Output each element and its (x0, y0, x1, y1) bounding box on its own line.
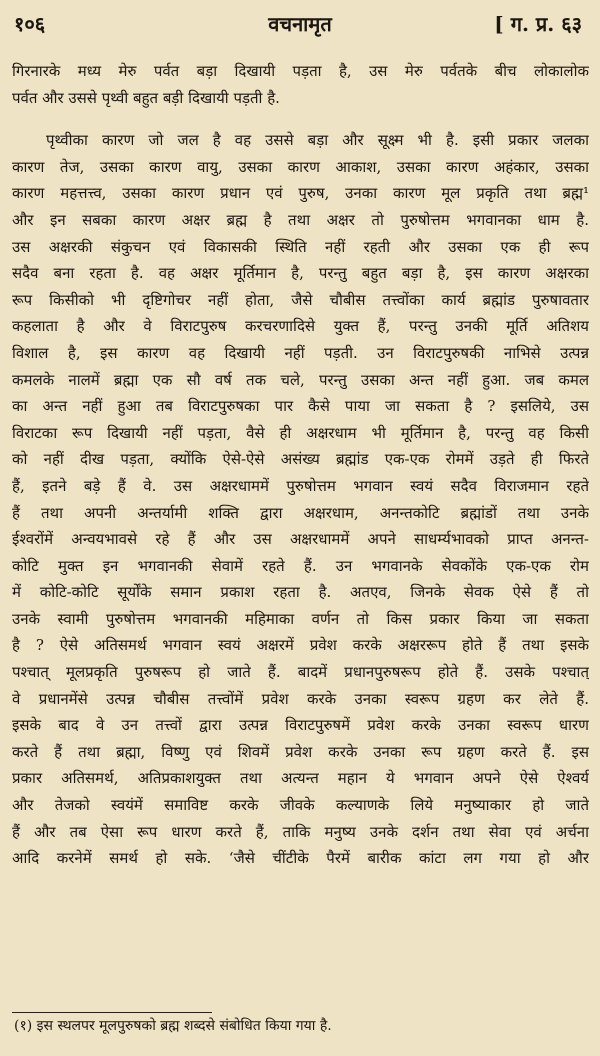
text-line: हैं तथा अपनी अन्तर्यामी शक्ति द्वारा अक्षरधाम, अनन्तकोटि ब्रह्मांडों तथा उनके (12, 503, 589, 522)
text-line: वे प्रधानमेंसे उत्पन्न चौबीस तत्त्वोंमें प्रवेश करके उनका स्वरूप ग्रहण कर लेते हैं. (12, 689, 589, 708)
page-number: १०६ (14, 12, 46, 36)
text-line: को नहीं दीख पड़ता, क्योंकि ऐसे-ऐसे असंख्य ब्रह्मांड एक-एक रोममें उड़ते ही फिरते (12, 450, 589, 469)
text-line: इसके बाद वे उन तत्त्वों द्वारा उत्पन्न विराटपुरुषमें प्रवेश करके उनका स्वरूप धारण (12, 716, 589, 735)
section-reference: [ ग. प्र. ६३ (494, 12, 582, 36)
text-line: पर्वत और उससे पृथ्वी बहुत बड़ी दिखायी पड़ती है. (12, 88, 280, 107)
text-line: करते हैं तथा ब्रह्मा, विष्णु एवं शिवमें प्रवेश करके उनका रूप ग्रहण करते हैं. इस (12, 742, 589, 761)
text-line: उस अक्षरकी संकुचन एवं विकासकी स्थिति नहीं रहती और उसका एक ही रूप (12, 237, 589, 256)
text-line: प्रकार अतिसमर्थ, अतिप्रकाशयुक्त तथा अत्यन्त महान ये भगवान अपने ऐसे ऐश्वर्य (12, 769, 589, 788)
body-text (12, 58, 589, 872)
text-line: विशाल है, इस कारण वह दिखायी नहीं पड़ती. उन विराटपुरुषकी नाभिसे उत्पन्न (12, 343, 589, 362)
text-line: का अन्त नहीं हुआ तब विराटपुरुषका पार कैसे पाया जा सकता है ? इसलिये, उस (12, 397, 589, 416)
text-line: सदैव बना रहता है. वह अक्षर मूर्तिमान है, परन्तु बहुत बड़ा है, इस कारण अक्षरका (12, 264, 589, 283)
text-line: विराटका रूप दिखायी नहीं पड़ता, वैसे ही अक्षरधाम भी मूर्तिमान है, परन्तु वह किसी (12, 423, 589, 442)
text-line: पृथ्वीका कारण जो जल है वह उससे बड़ा और सूक्ष्म भी है. इसी प्रकार जलका (46, 131, 589, 150)
text-line: कहलाता है और वे विराटपुरुष करचरणादिसे युक्त हैं, परन्तु उनकी मूर्ति अतिशय (12, 317, 589, 336)
page-header (0, 8, 600, 36)
text-line: हैं, इतने बड़े हैं वे. उस अक्षरधाममें पुरुषोत्तम भगवान स्वयं सदैव विराजमान रहते (12, 476, 589, 495)
text-line: और इन सबका कारण अक्षर ब्रह्म है तथा अक्षर तो पुरुषोत्तम भगवानका धाम है. (12, 210, 589, 229)
text-line: कोटि मुक्त इन भगवानकी सेवामें रहते हैं. उन भगवानके सेवकोंके एक-एक रोम (12, 556, 589, 575)
text-line: और तेजको स्वयंमें समाविष्ट करके जीवके कल्याणके लिये मनुष्याकार हो जाते (12, 796, 589, 815)
running-title: वचनामृत (268, 12, 332, 36)
text-line: रूप किसीको भी दृष्टिगोचर नहीं होता, जैसे चौबीस तत्त्वोंका कार्य ब्रह्मांड पुरुषावतार (12, 290, 589, 309)
paragraph-gap (12, 111, 589, 127)
footnote: (१) इस स्थलपर मूलपुरुषको ब्रह्म शब्दसे संबोधित किया गया है. (14, 1018, 332, 1034)
text-line: कारण महत्तत्त्व, उसका कारण प्रधान एवं पुरुष, उनका कारण मूल प्रकृति तथा ब्रह्म¹ (12, 184, 589, 203)
text-line: हैं और तब ऐसा रूप धारण करते हैं, ताकि मनुष्य उनके दर्शन तथा सेवा एवं अर्चना (12, 822, 589, 841)
text-line: गिरनारके मध्य मेरु पर्वत बड़ा दिखायी पड़ता है, उस मेरु पर्वतके बीच लोकालोक (12, 62, 589, 80)
text-line: है ? ऐसे अतिसमर्थ भगवान स्वयं अक्षरमें प्रवेश करके अक्षररूप होते हैं तथा इसके (12, 636, 589, 655)
text-line: पश्चात् मूलप्रकृति पुरुषरूप हो जाते हैं. बादमें प्रधानपुरुषरूप होते हैं. उसके पश्चात् (12, 663, 589, 682)
text-line: ईश्वरोंमें अन्वयभावसे रहे हैं और उस अक्षरधाममें अपने साधर्म्यभावको प्राप्त अनन्त- (12, 530, 589, 549)
text-line: उनके स्वामी पुरुषोत्तम भगवानकी महिमाका वर्णन तो किस प्रकार किया जा सकता (12, 609, 589, 628)
text-line: आदि करनेमें समर्थ हो सके. ‘जैसे चींटीके पैरमें बारीक कांटा लग गया हो और (12, 849, 589, 868)
text-line: कारण तेज, उसका कारण वायु, उसका कारण आकाश, उसका कारण अहंकार, उसका (12, 157, 589, 176)
footnote-rule (12, 1012, 212, 1013)
text-line: कमलके नालमें ब्रह्मा एक सौ वर्ष तक चले, परन्तु उसका अन्त नहीं हुआ. जब कमल (12, 370, 589, 389)
text-line: में कोटि-कोटि सूर्योंके समान प्रकाश रहता है. अतएव, जिनके सेवक ऐसे हैं तो (12, 583, 589, 602)
